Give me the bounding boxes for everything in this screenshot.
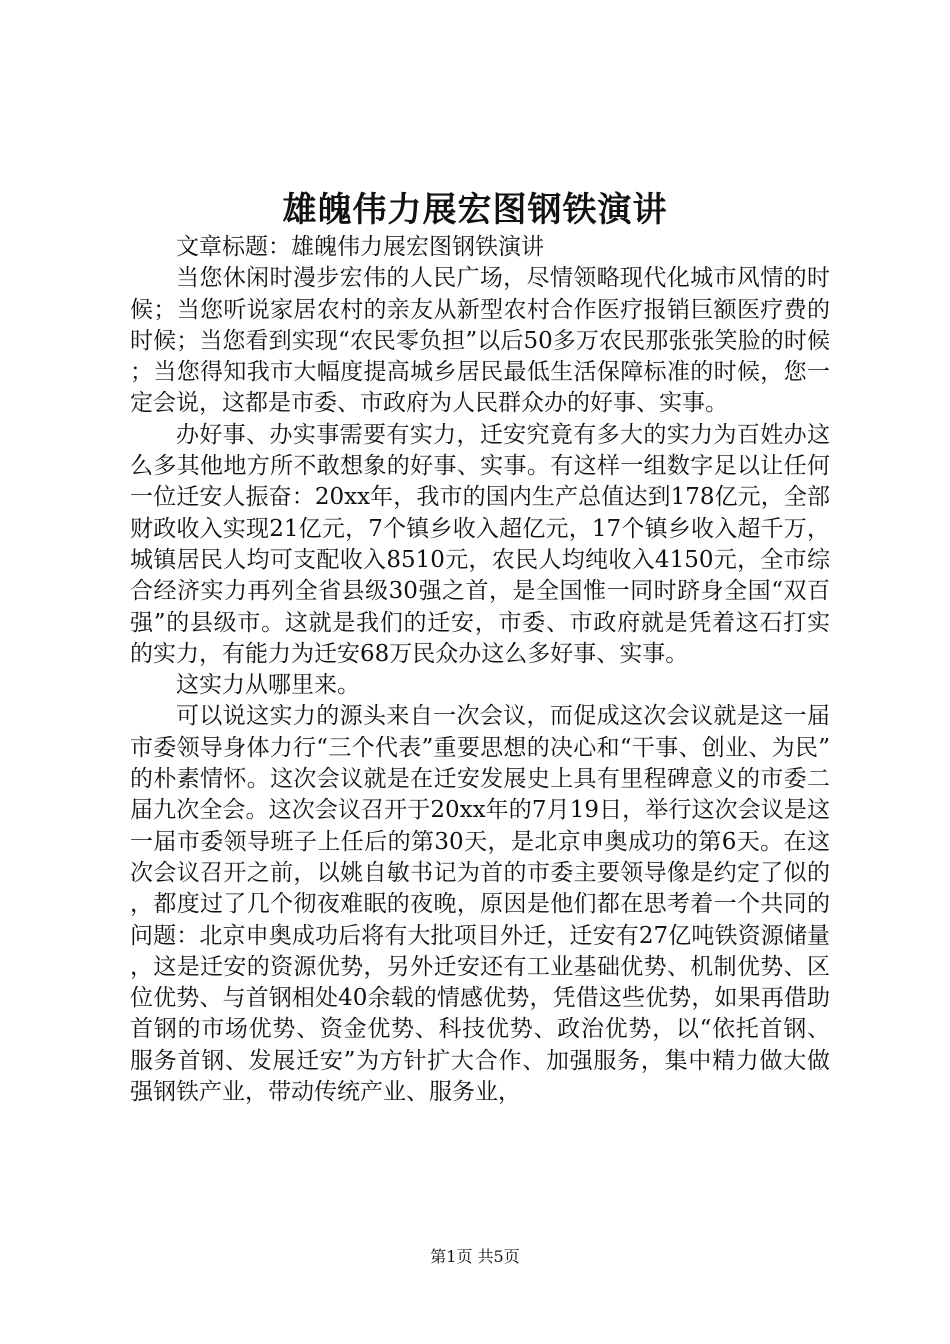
paragraph-1: 当您休闲时漫步宏伟的人民广场，尽情领略现代化城市风情的时候；当您听说家居农村的亲友从新型农村合作医疗报销巨额医疗费的时候；当您看到实现“农民零负担”以后50多万农民那张张笑脸的时候；当您得知我市大幅度提高城乡居民最低生活保障标准的时候，您一定会说，这都是市委、市政府为人民群众办的好事、实事。 — [130, 265, 830, 417]
document-body — [130, 232, 830, 1108]
document-title: 雄魄伟力展宏图钢铁演讲 — [282, 190, 668, 230]
paragraph-article-title: 文章标题：雄魄伟力展宏图钢铁演讲 — [176, 234, 544, 260]
paragraph-4: 可以说这实力的源头来自一次会议，而促成这次会议就是这一届市委领导身体力行“三个代表”重要思想的决心和“干事、创业、为民”的朴素情怀。这次会议就是在迁安发展史上具有里程碑意义的市委二届九次全会。这次会议召开于20xx年的7月19日，举行这次会议是这一届市委领导班子上任后的第30天，是北京申奥成功的第6天。在这次会议召开之前，以姚自敏书记为首的市委主要领导像是约定了似的，都度过了几个彻夜难眠的夜晚，原因是他们都在思考着一个共同的问题：北京申奥成功后将有大批项目外迁，迁安有27亿吨铁资源储量，这是迁安的资源优势，另外迁安还有工业基础优势、机制优势、区位优势、与首钢相处40余载的情感优势，凭借这些优势，如果再借助首钢的市场优势、资金优势、科技优势、政治优势，以“依托首钢、服务首钢、发展迁安”为方针扩大合作、加强服务，集中精力做大做强钢铁产业，带动传统产业、服务业， — [130, 703, 830, 1106]
paragraph-2: 办好事、办实事需要有实力，迁安究竟有多大的实力为百姓办这么多其他地方所不敢想象的好事、实事。有这样一组数字足以让任何一位迁安人振奋：20xx年，我市的国内生产总值达到178亿元，全部财政收入实现21亿元，7个镇乡收入超亿元，17个镇乡收入超千万，城镇居民人均可支配收入8510元，农民人均纯收入4150元，全市综合经济实力再列全省县级30强之首，是全国惟一同时跻身全国“双百强”的县级市。这就是我们的迁安，市委、市政府就是凭着这石打实的实力，有能力为迁安68万民众办这么多好事、实事。 — [130, 421, 830, 667]
paragraph-3: 这实力从哪里来。 — [176, 672, 360, 699]
page-number-footer: 第1页 共5页 — [430, 1247, 520, 1266]
